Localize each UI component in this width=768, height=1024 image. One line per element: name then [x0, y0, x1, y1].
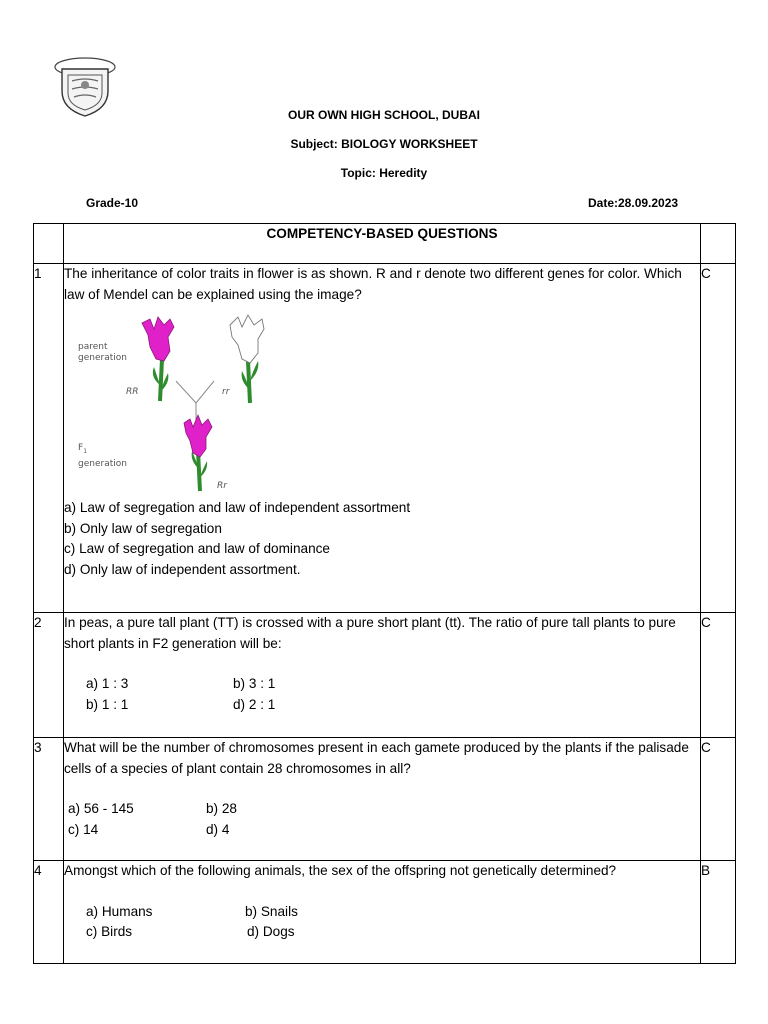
f1-label-prefix: $F_1$	[78, 443, 88, 455]
answer-cell: C	[701, 613, 736, 738]
option-a: a) Law of segregation and law of independent assortment	[64, 500, 411, 515]
school-name: OUR OWN HIGH SCHOOL, DUBAI	[288, 108, 480, 122]
option-d: d) Only law of independent assortment.	[64, 561, 301, 577]
question-number: 4	[34, 861, 64, 964]
white-flower-parent	[230, 315, 264, 403]
question-row-1	[34, 264, 736, 613]
parent-label-2: generation	[78, 353, 127, 363]
option-b: b) 3 : 1	[233, 676, 276, 691]
question-number: 1	[34, 264, 64, 613]
question-text: Amongst which of the following animals, the sex of the offspring not genetically determined?	[64, 863, 617, 878]
question-text: The inheritance of color traits in flower is as shown. R and r denote two different genes for color. Which law of Mendel can be explained using the image?	[64, 266, 682, 302]
option-b: b) Only law of segregation	[64, 520, 222, 536]
question-body-4	[64, 861, 701, 964]
option-c: c) Birds	[86, 924, 133, 939]
question-text: In peas, a pure tall plant (TT) is crossed with a pure short plant (tt). The ratio of pure tall plants to pure short plants in F2 generation will be:	[64, 615, 676, 651]
subject-line: Subject: BIOLOGY WORKSHEET	[290, 137, 478, 151]
option-d: d) Dogs	[247, 924, 295, 939]
question-row-2	[34, 613, 736, 738]
question-body-3	[64, 738, 701, 861]
topic-line: Topic: Heredity	[340, 166, 428, 180]
question-number: 3	[34, 738, 64, 861]
option-a: a) 1 : 3	[86, 676, 129, 691]
option-a: a) Humans	[86, 903, 153, 919]
inheritance-figure	[72, 311, 282, 496]
option-row	[64, 922, 700, 943]
heading-answer-cell	[701, 224, 736, 264]
parent-label-1: parent	[78, 342, 108, 352]
option-c: c) 14	[68, 821, 99, 837]
questions-table	[33, 223, 736, 964]
option-c: c) Law of segregation and law of dominance	[64, 541, 330, 556]
answer-cell: C	[701, 264, 736, 613]
option-row	[64, 902, 700, 923]
magenta-flower-f1	[184, 415, 212, 491]
question-row-3	[34, 738, 736, 861]
answer-cell: B	[701, 861, 736, 964]
option-row	[64, 799, 700, 820]
option-d: d) 2 : 1	[233, 696, 276, 712]
option-b: b) Snails	[245, 903, 298, 919]
option-row	[64, 674, 700, 695]
table-heading: COMPETENCY-BASED QUESTIONS	[64, 224, 701, 264]
question-body-1	[64, 264, 701, 613]
question-text: What will be the number of chromosomes present in each gamete produced by the plants if the palisade cells of a species of plant contain 28 chromosomes in all?	[64, 740, 689, 776]
answer-cell: C	[701, 738, 736, 861]
option-row	[64, 820, 700, 841]
hybrid-label: Rr	[217, 481, 227, 491]
f1-label: generation	[78, 459, 127, 469]
grade-label: Grade-10	[86, 196, 139, 210]
question-row-4	[34, 861, 736, 964]
option-row	[64, 695, 700, 716]
option-d: d) 4	[206, 821, 230, 837]
option-c: b) 1 : 1	[86, 696, 129, 712]
option-b: b) 28	[206, 801, 237, 816]
rr-dominant-label: RR	[126, 387, 139, 397]
magenta-flower-parent	[142, 317, 174, 401]
question-body-2	[64, 613, 701, 738]
date-label: Date:28.09.2023	[588, 196, 679, 210]
question-number: 2	[34, 613, 64, 738]
rr-recessive-label: rr	[222, 387, 230, 397]
option-a: a) 56 - 145	[68, 801, 134, 816]
heading-num-cell	[34, 224, 64, 264]
